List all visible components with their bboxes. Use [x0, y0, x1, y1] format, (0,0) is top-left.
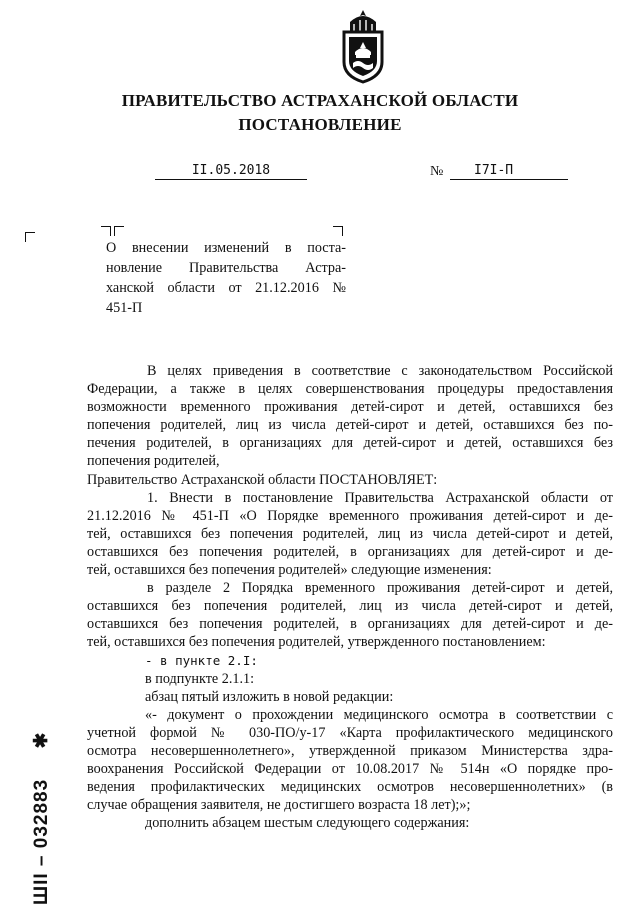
- subject-line: ханской области от 21.12.2016 №: [106, 280, 346, 296]
- body-line: попечения родителей,: [87, 453, 220, 470]
- corner-mark: [114, 226, 124, 236]
- body-line: попечения родителей, лиц из числа детей-сирот и детей, оставшихся без по-: [87, 417, 613, 434]
- serial-number: ШII – 032883: [31, 778, 52, 905]
- corner-mark: [101, 226, 111, 236]
- asterisk-mark: ✱: [31, 731, 52, 749]
- number-sign: №: [430, 164, 444, 179]
- doc-type-title: ПОСТАНОВЛЕНИЕ: [238, 115, 402, 134]
- body-line: абзац пятый изложить в новой редакции:: [145, 688, 394, 705]
- body-line: печения родителей, в организациях для детей-сирот и детей, оставшихся без: [87, 435, 613, 452]
- body-line: оставшихся без попечения родителей, в организациях для детей-сирот и де-: [87, 543, 613, 560]
- body-line: осмотра несовершеннолетнего», утвержденной приказом Министерства здра-: [87, 742, 613, 759]
- document-number: I7I-П: [450, 163, 568, 180]
- subject-line: новление Правительства Астра-: [106, 260, 346, 276]
- corner-mark: [25, 232, 35, 242]
- body-line: возможности временного проживания детей-сирот и детей, оставшихся без: [87, 399, 613, 416]
- document-body: [87, 362, 613, 832]
- body-line: 1. Внести в постановление Правительства Астраханской области от: [147, 489, 613, 506]
- subject-line: О внесении изменений в поста-: [106, 240, 346, 256]
- org-title: ПРАВИТЕЛЬСТВО АСТРАХАНСКОЙ ОБЛАСТИ: [121, 91, 519, 110]
- body-line: дополнить абзацем шестым следующего содержания:: [145, 815, 470, 832]
- body-line: - в пункте 2.I:: [145, 652, 258, 668]
- body-line: оставшихся без попечения родителей, в организациях для детей-сирот и де-: [87, 616, 613, 633]
- document-date: II.05.2018: [155, 163, 307, 180]
- body-line: в подпункте 2.1.1:: [145, 670, 255, 687]
- body-line: 21.12.2016 № 451-П «О Порядке временного проживания детей-сирот и де-: [87, 507, 613, 524]
- corner-mark: [333, 226, 343, 236]
- body-line: воохранения Российской Федерации от 10.08.2017 № 514н «О порядке про-: [87, 761, 613, 778]
- side-serial-code: [30, 732, 53, 905]
- document-subject: [106, 238, 346, 318]
- subject-line: 451-П: [106, 300, 143, 316]
- body-line: в разделе 2 Порядка временного проживания детей-сирот и детей,: [147, 580, 613, 597]
- body-line: ведения профилактических медицинских осмотров несовершеннолетних» (в: [87, 779, 613, 796]
- body-line: тей, оставшихся без попечения родителей, лиц из числа детей-сирот и детей,: [87, 525, 613, 542]
- body-line: Федерации, а также в целях совершенствования процедуры предоставления: [87, 381, 613, 398]
- body-line: Правительство Астраханской области ПОСТАНОВЛЯЕТ:: [87, 471, 438, 488]
- body-line: тей, оставшихся без попечения родителей» следующие изменения:: [87, 562, 492, 579]
- body-line: оставшихся без попечения родителей, лиц из числа детей-сирот и детей,: [87, 598, 613, 615]
- body-line: тей, оставшихся без попечения родителей, утвержденного постановлением:: [87, 634, 546, 651]
- body-line: учетной формой № 030-ПО/у-17 «Карта профилактического медицинского: [87, 724, 613, 741]
- body-line: В целях приведения в соответствие с законодательством Российской: [147, 363, 613, 379]
- body-line: случае обращения заявителя, не достигшего возраста 18 лет);»;: [87, 797, 471, 814]
- body-line: «- документ о прохождении медицинского осмотра в соответствии с: [145, 706, 613, 723]
- coat-of-arms-emblem: [336, 8, 390, 84]
